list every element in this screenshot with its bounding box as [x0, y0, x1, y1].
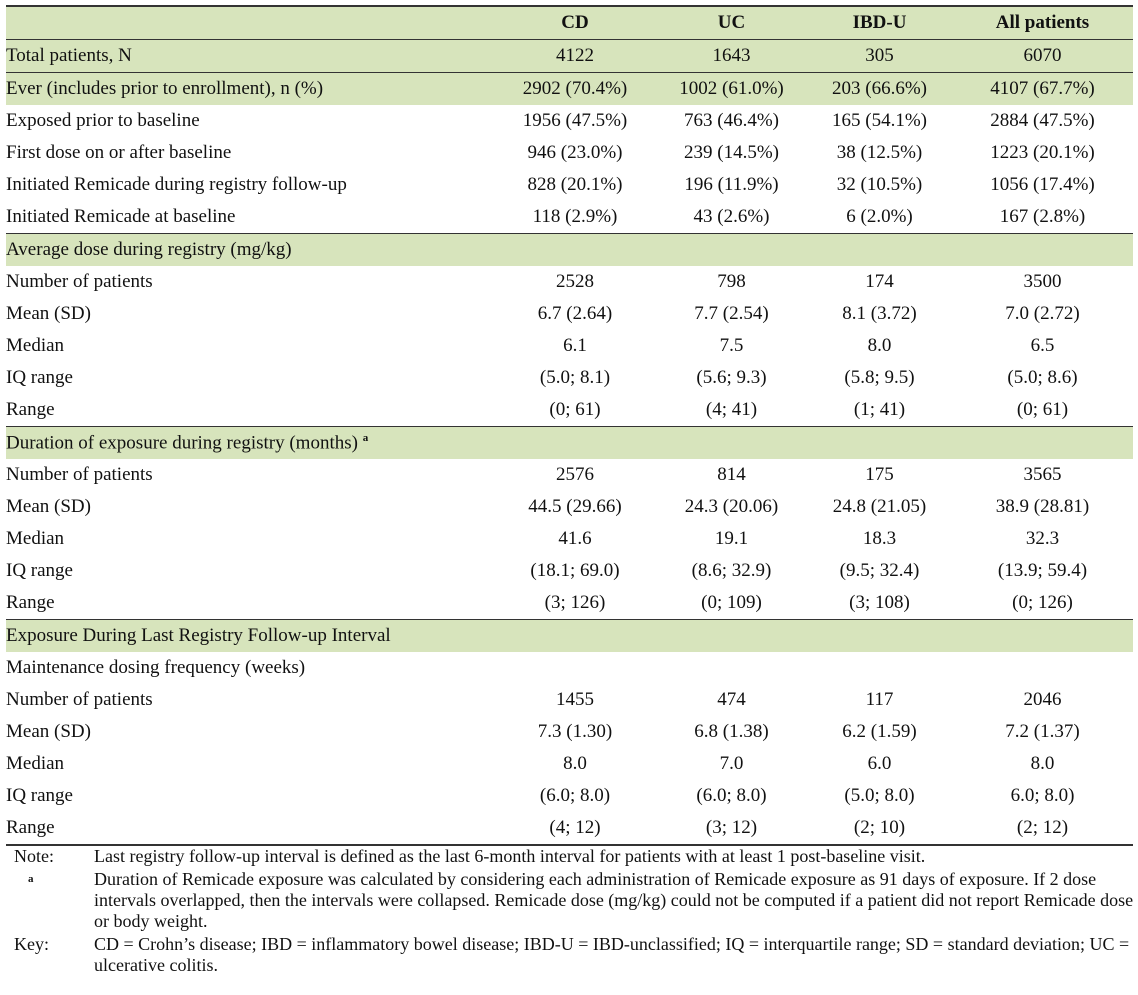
table-cell: 6.7 (2.64) — [537, 302, 613, 324]
table-row — [6, 298, 1133, 330]
row-label — [6, 298, 494, 330]
table-cell — [656, 652, 807, 684]
table-cell: 474 — [717, 688, 746, 710]
footnote-text: CD = Crohn’s disease; IBD = inflammatory bowel disease; IBD-U = IBD-unclassified; IQ = interquartile range; SD = standard deviation; UC = ulcerative colitis. — [94, 934, 1130, 975]
table-row — [6, 266, 1133, 298]
table-cell: 196 (11.9%) — [684, 173, 779, 195]
table-cell: 305 — [807, 40, 952, 73]
row-label — [6, 73, 494, 106]
table-cell: 38 (12.5%) — [836, 141, 923, 163]
table-cell: (5.8; 9.5) — [844, 366, 915, 388]
table-cell: 203 (66.6%) — [807, 73, 952, 106]
footnote-text: Last registry follow-up interval is defined as the last 6-month interval for patients with at least 1 post-baseline visit. — [94, 846, 926, 866]
row-label-text: First dose on or after baseline — [6, 141, 232, 163]
table-cell — [807, 427, 952, 460]
table-cell — [494, 620, 656, 653]
table-cell: 32.3 — [1025, 527, 1060, 549]
table-cell: 174 — [865, 270, 894, 292]
table-row — [6, 105, 1133, 137]
row-label-text: Number of patients — [6, 270, 153, 292]
row-label — [6, 523, 494, 555]
footnote-marker: a — [28, 873, 34, 885]
row-label — [6, 40, 494, 73]
table-cell: (0; 109) — [701, 591, 762, 613]
table-cell: 7.3 (1.30) — [537, 720, 613, 742]
row-label-text: Exposed prior to baseline — [6, 109, 200, 131]
row-label-text: Average dose during registry (mg/kg) — [6, 238, 292, 260]
table-cell: (2; 12) — [952, 812, 1133, 845]
table-cell — [807, 234, 952, 267]
row-label-text: Range — [6, 816, 55, 838]
table-row — [6, 812, 1133, 845]
row-label-text: Total patients, N — [6, 44, 132, 66]
table-cell: 6.8 (1.38) — [694, 720, 769, 742]
table-cell: 118 (2.9%) — [532, 205, 618, 227]
table-row — [6, 716, 1133, 748]
table-cell: 2902 (70.4%) — [494, 73, 656, 106]
table-cell — [807, 652, 952, 684]
table-row — [6, 459, 1133, 491]
row-label — [6, 652, 494, 684]
table-body — [6, 40, 1133, 846]
table-cell: 38.9 (28.81) — [995, 495, 1090, 517]
table-cell: (9.5; 32.4) — [839, 559, 920, 581]
table-cell: (0; 61) — [549, 398, 601, 420]
row-label — [6, 716, 494, 748]
table-cell: 2884 (47.5%) — [990, 109, 1095, 131]
table-cell: 167 (2.8%) — [999, 205, 1086, 227]
table-cell: (13.9; 59.4) — [997, 559, 1088, 581]
table-cell: 43 (2.6%) — [693, 205, 770, 227]
table-row — [6, 555, 1133, 587]
row-label — [6, 620, 494, 653]
row-label — [6, 169, 494, 201]
table-cell: (3; 12) — [656, 812, 807, 845]
row-label-text: Mean (SD) — [6, 720, 91, 742]
row-label-text: IQ range — [6, 366, 73, 388]
table-cell: 6070 — [952, 40, 1133, 73]
header-cell-all-patients: All patients — [952, 6, 1133, 40]
table-cell — [952, 427, 1133, 460]
row-label — [6, 105, 494, 137]
row-label — [6, 266, 494, 298]
row-label-text: Median — [6, 334, 65, 356]
row-label-text: Initiated Remicade during registry follow-up — [6, 173, 347, 195]
row-label-text: Mean (SD) — [6, 302, 91, 324]
table-cell: (18.1; 69.0) — [530, 559, 620, 581]
table-cell — [494, 427, 656, 460]
table-cell: (4; 12) — [494, 812, 656, 845]
table-row — [6, 394, 1133, 427]
table-row — [6, 780, 1133, 812]
row-label — [6, 812, 494, 845]
table-cell: (2; 10) — [807, 812, 952, 845]
footnote-label: Note: — [14, 846, 54, 866]
table-cell: 1643 — [656, 40, 807, 73]
table-cell: (0; 61) — [1016, 398, 1069, 420]
table-row — [6, 201, 1133, 234]
table-cell: 6 (2.0%) — [846, 205, 913, 227]
table-cell: (0; 126) — [1012, 591, 1073, 613]
table-cell: 1223 (20.1%) — [990, 141, 1095, 163]
table-cell: 8.0 — [867, 334, 892, 356]
table-cell: 814 — [717, 463, 746, 485]
table-cell: 165 (54.1%) — [832, 109, 927, 131]
table-cell: 44.5 (29.66) — [528, 495, 622, 517]
table-cell: 24.8 (21.05) — [832, 495, 927, 517]
table-cell: 3500 — [1023, 270, 1062, 292]
table-cell: 1455 — [556, 688, 594, 710]
table-cell: 6.0 — [867, 752, 892, 774]
table-row — [6, 137, 1133, 169]
row-label-text: Range — [6, 398, 55, 420]
row-label — [6, 748, 494, 780]
remicade-exposure-table — [6, 5, 1133, 846]
table-row — [6, 427, 1133, 460]
row-label — [6, 684, 494, 716]
table-row — [6, 330, 1133, 362]
table-cell: 117 — [865, 688, 894, 710]
table-row — [6, 620, 1133, 653]
table-cell: 7.7 (2.54) — [694, 302, 769, 324]
table-cell: 18.3 — [862, 527, 897, 549]
row-label — [6, 394, 494, 427]
table-row — [6, 748, 1133, 780]
header-cell-cd: CD — [494, 6, 656, 40]
table-cell: 7.5 — [719, 334, 744, 356]
table-row — [6, 169, 1133, 201]
table-cell — [952, 620, 1133, 653]
table-row — [6, 523, 1133, 555]
row-label — [6, 459, 494, 491]
table-cell: 239 (14.5%) — [684, 141, 779, 163]
row-label-text: IQ range — [6, 559, 73, 581]
table-cell: 946 (23.0%) — [527, 141, 623, 163]
table-cell — [656, 620, 807, 653]
table-cell: 6.1 — [563, 334, 587, 356]
footnote-text: Duration of Remicade exposure was calculated by considering each administration of Remicade exposure as 91 days of exposure. If 2 dose intervals overlapped, then the intervals were collapsed. Remicade dose (mg/kg) could not be computed if a patient did not report Remicade dose or body weight. — [94, 869, 1134, 931]
table-footnotes — [14, 846, 1134, 978]
header-cell-uc: UC — [656, 6, 807, 40]
table-row — [6, 362, 1133, 394]
table-cell: 1002 (61.0%) — [656, 73, 807, 106]
row-label-text: Exposure During Last Registry Follow-up Interval — [6, 624, 391, 646]
table-cell: 2046 — [1023, 688, 1062, 710]
row-label-text: Mean (SD) — [6, 495, 91, 517]
table-cell: 798 — [717, 270, 746, 292]
row-label-text: Maintenance dosing frequency (weeks) — [6, 656, 306, 678]
footnote — [14, 934, 1134, 976]
row-label — [6, 234, 494, 267]
footnote — [14, 846, 1134, 867]
table-cell: 32 (10.5%) — [836, 173, 923, 195]
row-label — [6, 555, 494, 587]
table-cell: 6.2 (1.59) — [842, 720, 917, 742]
footnote-marker: a — [362, 431, 369, 444]
table-cell: 7.0 — [719, 752, 744, 774]
table-cell: 8.0 — [563, 752, 587, 774]
row-label-text: Median — [6, 752, 65, 774]
row-label-text: IQ range — [6, 784, 73, 806]
row-label — [6, 330, 494, 362]
table-cell: (3; 108) — [849, 591, 910, 613]
table-row — [6, 40, 1133, 73]
table-cell: (5.0; 8.0) — [844, 784, 915, 806]
table-cell: (6.0; 8.0) — [539, 784, 611, 806]
table-cell: 8.0 — [1030, 752, 1055, 774]
table-cell: 3565 — [1023, 463, 1062, 485]
table-cell — [656, 234, 807, 267]
footnote-label — [14, 869, 94, 932]
table-cell: 2576 — [556, 463, 594, 485]
table-cell: 828 (20.1%) — [527, 173, 623, 195]
row-label — [6, 201, 494, 234]
table-cell: (6.0; 8.0) — [696, 784, 767, 806]
row-label-text: Number of patients — [6, 463, 153, 485]
table-row — [6, 234, 1133, 267]
table-row — [6, 73, 1133, 106]
row-label — [6, 427, 494, 460]
table-cell: 4122 — [494, 40, 656, 73]
row-label-text: Initiated Remicade at baseline — [6, 205, 236, 227]
row-label — [6, 587, 494, 620]
table-cell: (5.0; 8.6) — [1007, 366, 1078, 388]
table-cell: 1056 (17.4%) — [990, 173, 1095, 195]
table-cell: 2528 — [556, 270, 594, 292]
table-row — [6, 587, 1133, 620]
table-cell: 175 — [865, 463, 894, 485]
row-label — [6, 780, 494, 812]
table-cell: (5.0; 8.1) — [539, 366, 611, 388]
table-cell — [952, 234, 1133, 267]
row-label-text: Duration of exposure during registry (months) — [6, 432, 358, 454]
table-cell: 6.5 — [1030, 334, 1055, 356]
table-cell: 8.1 (3.72) — [842, 302, 917, 324]
row-label — [6, 362, 494, 394]
table-cell: 6.0; 8.0) — [1010, 784, 1075, 806]
table-cell: 7.2 (1.37) — [1005, 720, 1080, 742]
table-cell: 41.6 — [558, 527, 592, 549]
table-cell — [807, 620, 952, 653]
row-label-text: Median — [6, 527, 65, 549]
table-cell — [494, 234, 656, 267]
row-label-text: Range — [6, 591, 55, 613]
table-cell: 24.3 (20.06) — [684, 495, 779, 517]
table-cell: (4; 41) — [705, 398, 758, 420]
table-header-row — [6, 6, 1133, 40]
table-cell: (5.6; 9.3) — [696, 366, 767, 388]
row-label — [6, 491, 494, 523]
header-cell-label — [6, 6, 494, 40]
table-cell: 763 (46.4%) — [684, 109, 779, 131]
table-cell: (3; 126) — [544, 591, 606, 613]
row-label — [6, 137, 494, 169]
table-cell: (8.6; 32.9) — [691, 559, 772, 581]
footnote-label: Key: — [14, 934, 49, 954]
row-label-text: Number of patients — [6, 688, 153, 710]
table-cell — [656, 427, 807, 460]
table-cell: 4107 (67.7%) — [952, 73, 1133, 106]
table-row — [6, 652, 1133, 684]
table-cell: 19.1 — [714, 527, 749, 549]
table-cell — [952, 652, 1133, 684]
table-row — [6, 491, 1133, 523]
table-cell — [494, 652, 656, 684]
table-cell: 1956 (47.5%) — [522, 109, 628, 131]
footnote — [14, 869, 1134, 932]
header-cell-ibd-u: IBD-U — [807, 6, 952, 40]
table-cell: (1; 41) — [853, 398, 906, 420]
table-row — [6, 684, 1133, 716]
table-cell: 7.0 (2.72) — [1005, 302, 1080, 324]
row-label-text: Ever (includes prior to enrollment), n (%) — [6, 77, 324, 99]
